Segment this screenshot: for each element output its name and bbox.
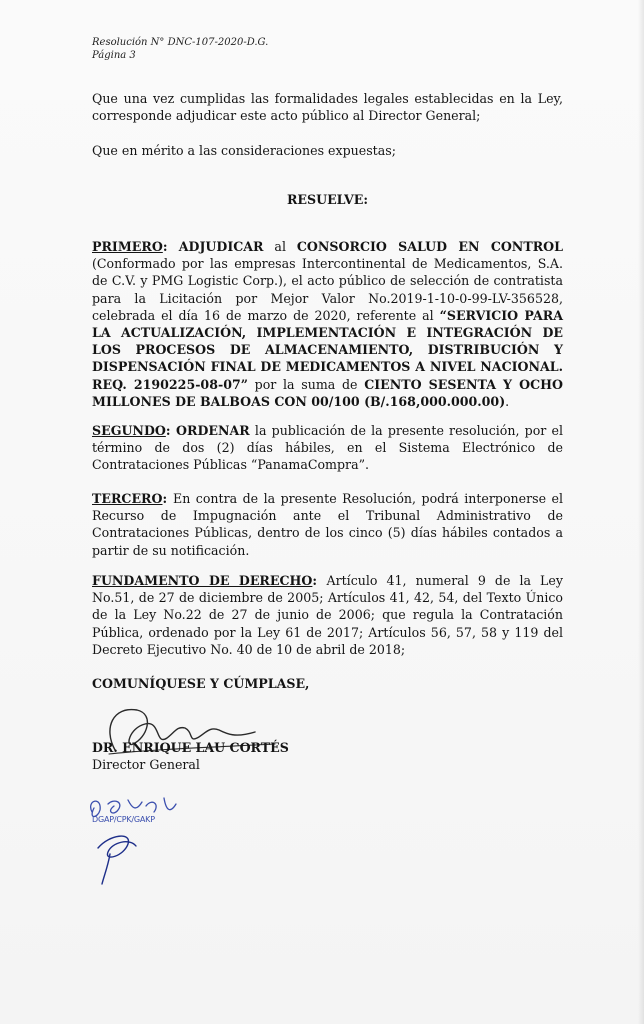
tercero-label: TERCERO <box>92 491 163 506</box>
tercero-text: En contra de la presente Resolución, podrá interponerse el Recurso de Impugnación ante el Tribunal Administrativo de Contrataciones Públicas, dentro de los cinco (5) días hábiles contados a partir de su notificación. <box>92 491 563 558</box>
servicio-description: “SERVICIO PARA LA ACTUALIZACIÓN, IMPLEMENTACIÓN E INTEGRACIÓN DE LOS PROCESOS DE ALMACENAMIENTO, DISTRIBUCIÓN Y DISPENSACIÓN FINAL DE MEDICAMENTOS A NIVEL NACIONAL. REQ. 2190225-08-07” <box>92 307 563 392</box>
primero-text-4: . <box>505 393 510 409</box>
primero-verb: ADJUDICAR <box>178 239 264 254</box>
award-amount: CIENTO SESENTA Y OCHO MILLONES DE BALBOAS CON 00/100 (B/.168,000.000.00) <box>92 376 563 409</box>
page-header <box>92 36 268 62</box>
paragraph-considerando-2: Que en mérito a las consideraciones expuestas; <box>92 143 396 158</box>
page-number: Página 3 <box>92 50 136 61</box>
resolution-number: Resolución N° DNC-107-2020-D.G. <box>92 37 269 48</box>
article-segundo <box>92 422 563 474</box>
fundamento-text: Artículo 41, numeral 9 de la Ley No.51, de 27 de diciembre de 2005; Artículos 41, 42, 54, del Texto Único de la Ley No.22 de 27 de junio de 2006; que regula la Contratación Pública, ordenado por la Ley 61 de 2017; Artículos 56, 57, 58 y 119 del Decreto Ejecutivo No. 40 de 10 de abril de 2018; <box>92 573 563 657</box>
primero-text-1: al <box>263 239 297 254</box>
segundo-verb: ORDENAR <box>176 423 250 438</box>
paragraph-considerando-1: Que una vez cumplidas las formalidades legales establecidas en la Ley, corresponde adjudicar este acto público al Director General; <box>92 91 563 124</box>
article-primero <box>92 238 563 410</box>
tercero-sep: : <box>162 491 174 506</box>
initials-scribble <box>80 790 200 890</box>
consorcio-name: CONSORCIO SALUD EN CONTROL <box>296 239 563 254</box>
primero-label: PRIMERO <box>92 239 163 254</box>
fundamento-de-derecho <box>92 572 563 658</box>
primero-sep: : <box>162 239 179 254</box>
primero-text-3: por la suma de <box>247 376 365 392</box>
page-edge-shadow <box>638 0 644 1024</box>
fundamento-sep: : <box>312 573 327 588</box>
segundo-label: SEGUNDO <box>92 423 166 438</box>
segundo-sep: : <box>165 423 177 438</box>
segundo-text: la publicación de la presente resolución, por el término de dos (2) días hábiles, en el Sistema Electrónico de Contrataciones Públicas “PanamaCompra”. <box>92 423 563 473</box>
fundamento-label: FUNDAMENTO DE DERECHO <box>92 573 313 588</box>
closing-formula: COMUNÍQUESE Y CÚMPLASE, <box>92 676 310 691</box>
initials-reference: DGAP/CPK/GAKP <box>92 815 155 824</box>
resuelve-heading: RESUELVE: <box>286 192 369 207</box>
primero-text-2: (Conformado por las empresas Intercontinental de Medicamentos, S.A. de C.V. y PMG Logistic Corp.), el acto público de selección de contratista para la Licitación por Mejor Valor No.2019-1-10-0-99-LV-356528, celebrada el día 16 de marzo de 2020, referente al <box>92 256 563 323</box>
signatory-name: DR. ENRIQUE LAU CORTÉS <box>92 740 289 755</box>
signatory-title: Director General <box>92 757 200 772</box>
article-tercero <box>92 490 563 559</box>
handwritten-signature <box>85 688 305 768</box>
